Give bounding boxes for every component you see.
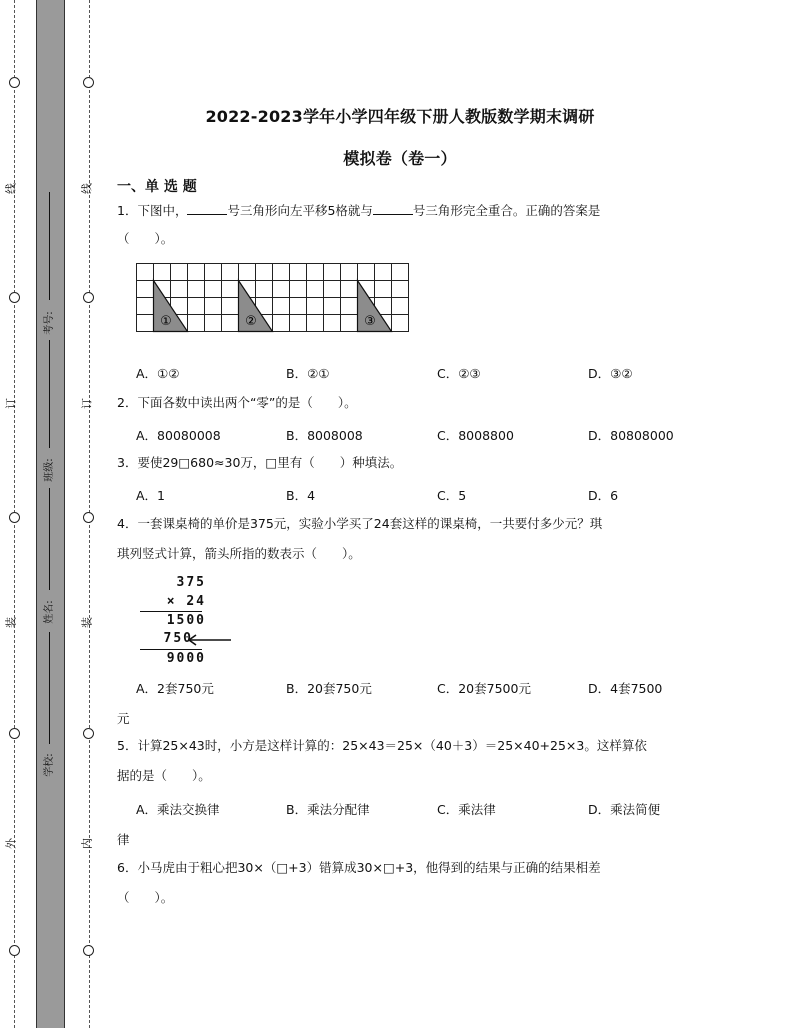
binding-hole xyxy=(83,77,94,88)
vertical-multiplication xyxy=(140,575,240,665)
arrow-left-icon xyxy=(186,633,232,647)
q2-option-a[interactable]: A．80080008 xyxy=(136,428,221,443)
q5-option-b[interactable]: B．乘法分配律 xyxy=(286,802,370,817)
q2-option-d[interactable]: D．80808000 xyxy=(588,428,674,443)
class-field[interactable] xyxy=(49,340,50,448)
binding-hole xyxy=(9,292,20,303)
binding-hole xyxy=(83,292,94,303)
q1-option-b[interactable]: B．②① xyxy=(286,366,330,381)
q3-option-a[interactable]: A．1 xyxy=(136,488,166,503)
q3-option-b[interactable]: B．4 xyxy=(286,488,316,503)
triangle-grid-figure xyxy=(136,263,412,335)
question-4-line2: 琪列竖式计算，箭头所指的数表示（ ）。 xyxy=(117,546,361,561)
q1-option-a[interactable]: A．①② xyxy=(136,366,180,381)
q3-option-c[interactable]: C．5 xyxy=(437,488,467,503)
question-6-line2: （ ）。 xyxy=(117,890,174,905)
calc-product: 9000 xyxy=(166,651,206,666)
binding-hole xyxy=(83,728,94,739)
q5-option-a[interactable]: A．乘法交换律 xyxy=(136,802,220,817)
question-1: 1．下图中， 号三角形向左平移5格就与 号三角形完全重合。正确的答案是 xyxy=(117,203,601,218)
binding-hole xyxy=(83,512,94,523)
question-5: 5．计算25×43时，小方是这样计算的：25×43＝25×（40＋3）＝25×40+25×3。这样算依 xyxy=(117,738,647,753)
q4-option-d[interactable]: D．4套7500 xyxy=(588,681,663,696)
q1-option-d[interactable]: D．③② xyxy=(588,366,633,381)
calc-rule xyxy=(140,649,202,650)
binding-char-ding: 订 xyxy=(80,398,94,409)
answer-blank[interactable] xyxy=(187,203,227,215)
q3-option-d[interactable]: D．6 xyxy=(588,488,619,503)
q4-option-d-wrap: 元 xyxy=(117,711,130,726)
question-6: 6．小马虎由于粗心把30×（□+3）错算成30×□+3，他得到的结果与正确的结果相差 xyxy=(117,860,601,875)
answer-blank[interactable] xyxy=(373,203,413,215)
exam-number-label: 考号: xyxy=(44,311,55,335)
question-5-line2: 据的是（ ）。 xyxy=(117,768,211,783)
binding-char-xian: 线 xyxy=(80,183,94,194)
school-field[interactable] xyxy=(49,632,50,744)
triangle-2-label: ② xyxy=(245,314,257,329)
binding-char-wai: 外 xyxy=(4,838,18,849)
q4-option-a[interactable]: A．2套750元 xyxy=(136,681,214,696)
calc-partial-1: 1500 xyxy=(166,613,206,628)
binding-hole xyxy=(9,512,20,523)
q4-option-b[interactable]: B．20套750元 xyxy=(286,681,372,696)
exam-number-field[interactable] xyxy=(49,192,50,300)
question-1-line2: （ ）。 xyxy=(117,231,174,246)
q5-option-c[interactable]: C．乘法律 xyxy=(437,802,496,817)
calc-rule xyxy=(140,611,202,612)
question-3: 3．要使29□680≈30万，□里有（ ）种填法。 xyxy=(117,455,403,470)
binding-char-zhuang: 装 xyxy=(80,617,94,628)
binding-char-xian: 线 xyxy=(4,183,18,194)
binding-hole xyxy=(9,945,20,956)
calc-multiplier: × 24 xyxy=(166,594,206,609)
triangle-1-label: ① xyxy=(160,314,172,329)
section-heading: 一、单 选 题 xyxy=(117,179,197,195)
name-field[interactable] xyxy=(49,488,50,590)
q4-option-c[interactable]: C．20套7500元 xyxy=(437,681,531,696)
name-label: 姓名: xyxy=(44,600,55,624)
binding-char-nei: 内 xyxy=(80,838,94,849)
calc-partial-2: 750 xyxy=(163,631,193,646)
binding-char-zhuang: 装 xyxy=(4,617,18,628)
binding-strip xyxy=(36,0,65,1028)
q2-option-c[interactable]: C．8008800 xyxy=(437,428,514,443)
binding-char-ding: 订 xyxy=(4,398,18,409)
question-2: 2．下面各数中读出两个“零”的是（ ）。 xyxy=(117,395,357,410)
binding-hole xyxy=(9,77,20,88)
binding-hole xyxy=(9,728,20,739)
calc-multiplicand: 375 xyxy=(176,575,206,590)
q2-option-b[interactable]: B．8008008 xyxy=(286,428,363,443)
page-subtitle: 模拟卷（卷一） xyxy=(343,149,457,168)
school-label: 学校: xyxy=(44,753,55,777)
binding-hole xyxy=(83,945,94,956)
q5-option-d-wrap: 律 xyxy=(117,832,130,847)
q5-option-d[interactable]: D．乘法简便 xyxy=(588,802,661,817)
triangle-3-label: ③ xyxy=(364,314,376,329)
page-title: 2022-2023学年小学四年级下册人教版数学期末调研 xyxy=(205,107,595,126)
class-label: 班级: xyxy=(44,458,55,482)
q1-option-c[interactable]: C．②③ xyxy=(437,366,481,381)
question-4: 4．一套课桌椅的单价是375元，实验小学买了24套这样的课桌椅，一共要付多少元？琪 xyxy=(117,516,603,531)
